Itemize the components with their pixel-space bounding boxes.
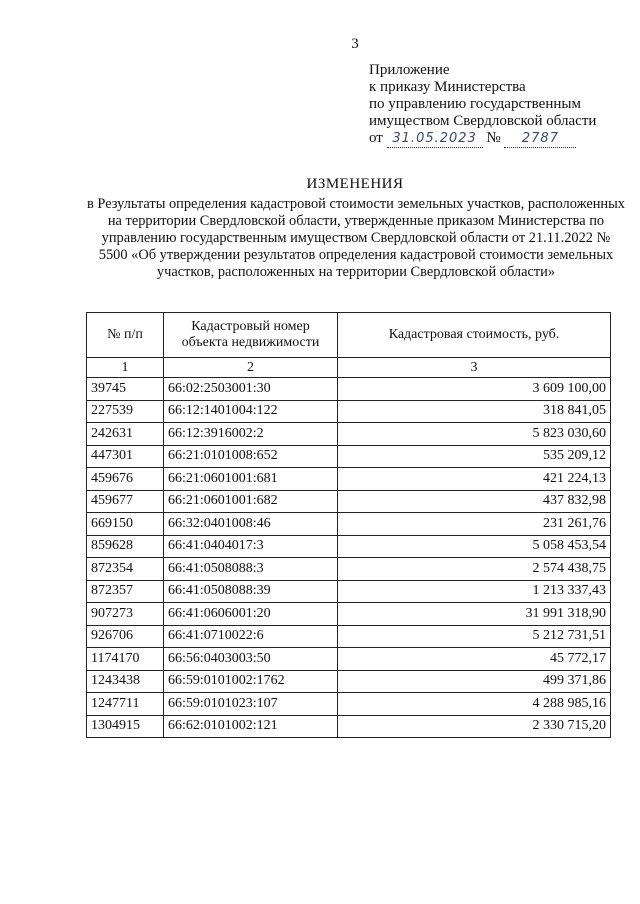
table-row (87, 625, 611, 648)
appendix-line: Приложение (369, 62, 450, 78)
row-index: 872357 (87, 580, 164, 603)
row-cadastral-value: 5 212 731,51 (338, 625, 611, 648)
row-cadastral-value: 421 224,13 (338, 468, 611, 491)
row-cadastral-number: 66:59:0101023:107 (164, 693, 338, 716)
row-cadastral-number: 66:41:0508088:39 (164, 580, 338, 603)
table-row (87, 670, 611, 693)
row-index: 1247711 (87, 693, 164, 716)
table-row (87, 603, 611, 626)
cadastral-value-table (86, 312, 611, 738)
row-cadastral-number: 66:21:0601001:681 (164, 468, 338, 491)
row-index: 669150 (87, 513, 164, 536)
column-number-row (87, 358, 611, 378)
row-cadastral-value: 535 209,12 (338, 445, 611, 468)
row-cadastral-number: 66:56:0403003:50 (164, 648, 338, 671)
row-cadastral-value: 4 288 985,16 (338, 693, 611, 716)
row-cadastral-number: 66:41:0710022:6 (164, 625, 338, 648)
row-index: 39745 (87, 378, 164, 401)
table-row (87, 580, 611, 603)
row-index: 872354 (87, 558, 164, 581)
column-number: 2 (164, 358, 338, 378)
handwritten-date: 31.05.2023 (387, 130, 483, 148)
row-cadastral-value: 3 609 100,00 (338, 378, 611, 401)
row-cadastral-value: 499 371,86 (338, 670, 611, 693)
table-row (87, 513, 611, 536)
row-cadastral-number: 66:21:0101008:652 (164, 445, 338, 468)
row-cadastral-value: 31 991 318,90 (338, 603, 611, 626)
row-cadastral-value: 5 823 030,60 (338, 423, 611, 446)
document-subtitle: в Результаты определения кадастровой стоимости земельных участков, расположенных на территории Свердловской области, утвержденные приказом Министерства по управлению государственным имуществом Свердловской области от 21.11.2022 № 5500 «Об утверждении результатов определения кадастровой стоимости земельных участков, расположенных на территории Свердловской области» (87, 196, 625, 280)
appendix-line: имуществом Свердловской области (369, 113, 597, 129)
row-cadastral-number: 66:32:0401008:46 (164, 513, 338, 536)
row-index: 1243438 (87, 670, 164, 693)
number-prefix: № (486, 130, 501, 146)
row-cadastral-number: 66:21:0601001:682 (164, 490, 338, 513)
header-index: № п/п (87, 313, 164, 358)
table-row (87, 445, 611, 468)
page-number: 3 (351, 36, 359, 52)
appendix-line: к приказу Министерства (369, 79, 526, 95)
row-cadastral-value: 318 841,05 (338, 400, 611, 423)
table-row (87, 535, 611, 558)
row-cadastral-value: 5 058 453,54 (338, 535, 611, 558)
row-cadastral-value: 45 772,17 (338, 648, 611, 671)
table-row (87, 715, 611, 738)
row-index: 227539 (87, 400, 164, 423)
column-number: 1 (87, 358, 164, 378)
appendix-date-line (369, 130, 596, 148)
row-cadastral-value: 2 574 438,75 (338, 558, 611, 581)
row-cadastral-number: 66:12:1401004:122 (164, 400, 338, 423)
row-cadastral-number: 66:62:0101002:121 (164, 715, 338, 738)
row-cadastral-value: 437 832,98 (338, 490, 611, 513)
row-index: 926706 (87, 625, 164, 648)
table-row (87, 693, 611, 716)
table-header-row (87, 313, 611, 358)
row-index: 459677 (87, 490, 164, 513)
handwritten-number: 2787 (504, 130, 576, 148)
table-row (87, 648, 611, 671)
row-cadastral-number: 66:41:0508088:3 (164, 558, 338, 581)
table-row (87, 400, 611, 423)
row-cadastral-number: 66:12:3916002:2 (164, 423, 338, 446)
document-title: ИЗМЕНЕНИЯ (306, 176, 404, 192)
header-cadastral-value: Кадастровая стоимость, руб. (338, 313, 611, 358)
table-row (87, 558, 611, 581)
row-cadastral-number: 66:41:0404017:3 (164, 535, 338, 558)
date-prefix: от (369, 130, 383, 146)
row-index: 242631 (87, 423, 164, 446)
row-index: 447301 (87, 445, 164, 468)
column-number: 3 (338, 358, 611, 378)
row-cadastral-value: 231 261,76 (338, 513, 611, 536)
row-cadastral-number: 66:02:2503001:30 (164, 378, 338, 401)
row-cadastral-value: 1 213 337,43 (338, 580, 611, 603)
row-cadastral-number: 66:59:0101002:1762 (164, 670, 338, 693)
header-cadastral-number: Кадастровый номер объекта недвижимости (164, 313, 338, 358)
row-index: 1304915 (87, 715, 164, 738)
row-cadastral-number: 66:41:0606001:20 (164, 603, 338, 626)
row-index: 859628 (87, 535, 164, 558)
appendix-line: по управлению государственным (369, 96, 581, 112)
row-index: 1174170 (87, 648, 164, 671)
row-index: 459676 (87, 468, 164, 491)
table-row (87, 468, 611, 491)
row-cadastral-value: 2 330 715,20 (338, 715, 611, 738)
table-row (87, 490, 611, 513)
table-row (87, 378, 611, 401)
appendix-block (369, 62, 596, 148)
table-row (87, 423, 611, 446)
row-index: 907273 (87, 603, 164, 626)
